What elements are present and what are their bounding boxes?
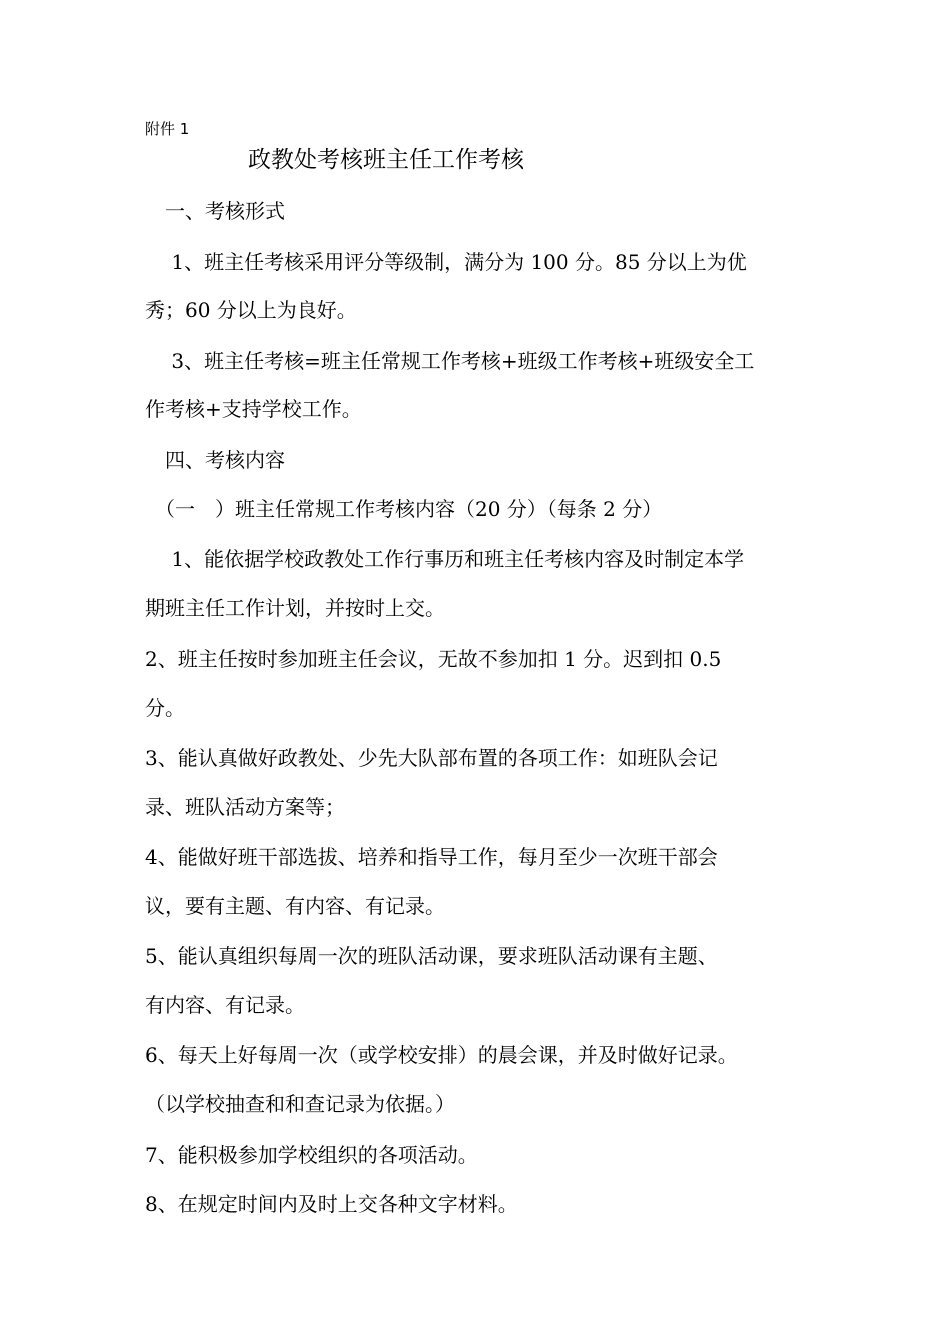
- section-heading-assessment-content: 四、考核内容: [145, 448, 285, 472]
- paragraph-line: 3、能认真做好政教处、少先大队部布置的各项工作：如班队会记: [145, 746, 718, 770]
- paragraph-line: 6、每天上好每周一次（或学校安排）的晨会课，并及时做好记录。: [145, 1043, 738, 1067]
- paragraph-line: 议，要有主题、有内容、有记录。: [145, 894, 445, 918]
- attachment-label: 附件 1: [145, 120, 190, 138]
- section-heading-assessment-form: 一、考核形式: [145, 199, 285, 223]
- paragraph-line: 有内容、有记录。: [145, 993, 305, 1017]
- paragraph-line: 录、班队活动方案等；: [145, 795, 345, 819]
- paragraph-line: 4、能做好班干部选拔、培养和指导工作，每月至少一次班干部会: [145, 845, 718, 869]
- paragraph-line: 2、班主任按时参加班主任会议，无故不参加扣 1 分。迟到扣 0.5: [145, 647, 722, 671]
- paragraph-line: 3、班主任考核=班主任常规工作考核+班级工作考核+班级安全工: [145, 349, 755, 373]
- paragraph-line: 作考核+支持学校工作。: [145, 397, 362, 421]
- document-title: 政教处考核班主任工作考核: [248, 147, 524, 173]
- paragraph-line: 1、能依据学校政教处工作行事历和班主任考核内容及时制定本学: [145, 547, 745, 571]
- paragraph-line: 期班主任工作计划，并按时上交。: [145, 596, 445, 620]
- paragraph-line: 7、能积极参加学校组织的各项活动。: [145, 1143, 478, 1167]
- paragraph-line: 秀；60 分以上为良好。: [145, 298, 357, 322]
- paragraph-line: 8、在规定时间内及时上交各种文字材料。: [145, 1192, 518, 1216]
- paragraph-line: （以学校抽查和和查记录为依据。）: [145, 1092, 455, 1116]
- subsection-heading: （一 ）班主任常规工作考核内容（20 分）（每条 2 分）: [145, 497, 663, 521]
- paragraph-line: 1、班主任考核采用评分等级制，满分为 100 分。85 分以上为优: [145, 250, 747, 274]
- paragraph-line: 5、能认真组织每周一次的班队活动课，要求班队活动课有主题、: [145, 944, 718, 968]
- paragraph-line: 分。: [145, 696, 185, 720]
